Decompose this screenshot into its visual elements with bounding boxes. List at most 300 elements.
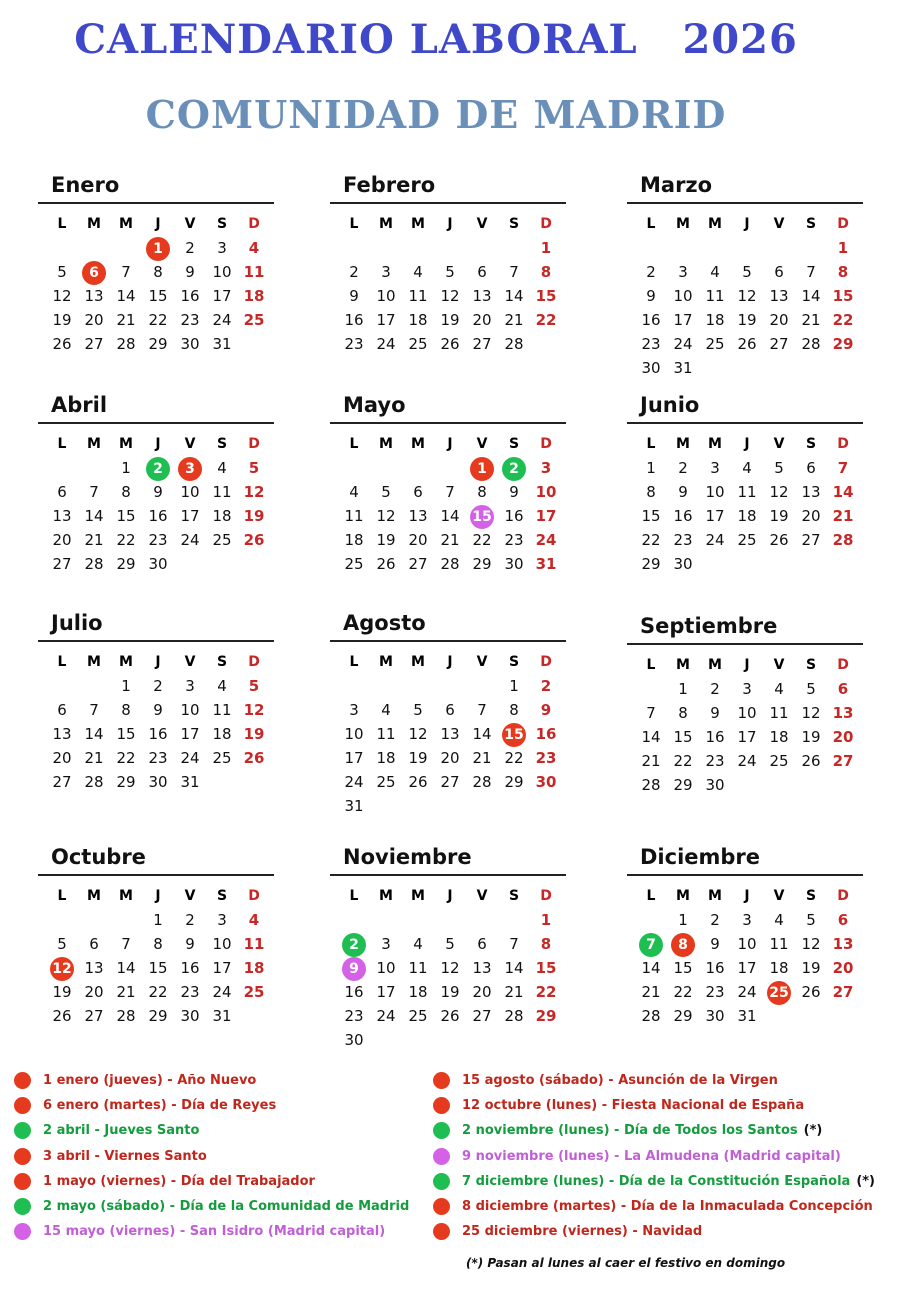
weekday-header: L bbox=[646, 888, 656, 904]
day-cell: 17 bbox=[535, 507, 557, 525]
day-cell: 9 bbox=[185, 935, 195, 953]
legend-text: 1 enero (jueves) - Año Nuevo bbox=[43, 1073, 257, 1089]
day-cell: 16 bbox=[148, 725, 168, 743]
day-cell: 21 bbox=[116, 311, 136, 329]
day-cell: 26 bbox=[243, 531, 265, 549]
day-cell: 9 bbox=[540, 701, 552, 719]
weekday-header: L bbox=[646, 436, 656, 452]
month-divider bbox=[38, 422, 274, 424]
empty-cell bbox=[434, 908, 466, 932]
day-cell: 26 bbox=[376, 555, 396, 573]
weekday-header: M bbox=[411, 654, 425, 670]
month-name: Marzo bbox=[640, 173, 713, 197]
day-grid bbox=[330, 432, 566, 576]
day-grid bbox=[38, 212, 274, 356]
weekday-header: V bbox=[773, 216, 785, 232]
weekday-header: M bbox=[87, 216, 101, 232]
weekday-header: M bbox=[411, 888, 425, 904]
day-cell: 30 bbox=[344, 1031, 364, 1049]
empty-cell bbox=[110, 908, 142, 932]
holiday-marker: 1 bbox=[470, 457, 494, 481]
weekday-header: D bbox=[837, 657, 849, 673]
day-cell: 20 bbox=[801, 507, 821, 525]
day-cell: 25 bbox=[769, 752, 789, 770]
day-cell: 19 bbox=[243, 507, 265, 525]
day-cell: 22 bbox=[535, 311, 557, 329]
weekday-header: S bbox=[508, 654, 520, 670]
weekday-header: M bbox=[379, 216, 393, 232]
day-cell: 24 bbox=[376, 1007, 396, 1025]
month-divider bbox=[38, 874, 274, 876]
empty-cell bbox=[699, 236, 731, 260]
day-cell: 24 bbox=[180, 749, 200, 767]
empty-cell bbox=[402, 456, 434, 480]
day-cell: 6 bbox=[413, 483, 423, 501]
day-cell: 9 bbox=[509, 483, 519, 501]
day-cell: 4 bbox=[742, 459, 752, 477]
legend-text: 3 abril - Viernes Santo bbox=[43, 1148, 207, 1164]
holiday-day bbox=[142, 456, 174, 480]
day-cell: 23 bbox=[673, 531, 693, 549]
holiday-marker: 2 bbox=[342, 933, 366, 957]
holiday-marker: 3 bbox=[178, 457, 202, 481]
day-cell: 10 bbox=[737, 935, 757, 953]
day-cell: 2 bbox=[646, 263, 656, 281]
day-cell: 4 bbox=[248, 239, 260, 257]
holiday-day bbox=[466, 456, 498, 480]
legend-item bbox=[14, 1068, 409, 1093]
legend-footnote-mark: (*) bbox=[803, 1123, 823, 1139]
empty-cell bbox=[466, 908, 498, 932]
day-cell: 12 bbox=[440, 287, 460, 305]
weekday-header: L bbox=[57, 888, 67, 904]
legend-dot-icon bbox=[14, 1072, 31, 1089]
legend-item bbox=[433, 1093, 875, 1118]
month-divider bbox=[330, 202, 566, 204]
day-cell: 17 bbox=[737, 959, 757, 977]
day-cell: 26 bbox=[408, 773, 428, 791]
day-cell: 8 bbox=[153, 935, 163, 953]
day-cell: 12 bbox=[243, 701, 265, 719]
empty-cell bbox=[338, 674, 370, 698]
month-name: Junio bbox=[640, 393, 700, 417]
day-cell: 18 bbox=[705, 311, 725, 329]
weekday-header: M bbox=[87, 654, 101, 670]
day-cell: 27 bbox=[832, 983, 854, 1001]
weekday-header: S bbox=[805, 436, 817, 452]
day-cell: 16 bbox=[641, 311, 661, 329]
month-octubre bbox=[38, 842, 274, 1028]
day-cell: 8 bbox=[837, 263, 849, 281]
day-cell: 24 bbox=[344, 773, 364, 791]
day-cell: 7 bbox=[121, 935, 131, 953]
calendar-subtitle: COMUNIDAD DE MADRID bbox=[145, 92, 727, 137]
day-cell: 26 bbox=[737, 335, 757, 353]
day-cell: 20 bbox=[84, 983, 104, 1001]
empty-cell bbox=[78, 908, 110, 932]
day-cell: 21 bbox=[641, 983, 661, 1001]
day-cell: 23 bbox=[535, 749, 557, 767]
day-cell: 7 bbox=[89, 701, 99, 719]
day-cell: 1 bbox=[837, 239, 849, 257]
day-cell: 1 bbox=[646, 459, 656, 477]
day-cell: 6 bbox=[89, 935, 99, 953]
day-cell: 8 bbox=[121, 483, 131, 501]
day-cell: 14 bbox=[504, 287, 524, 305]
day-cell: 3 bbox=[678, 263, 688, 281]
day-cell: 11 bbox=[769, 935, 789, 953]
day-grid bbox=[627, 884, 863, 1028]
weekday-header: L bbox=[349, 436, 359, 452]
empty-cell bbox=[338, 908, 370, 932]
month-diciembre bbox=[627, 842, 863, 1028]
weekday-header: L bbox=[57, 654, 67, 670]
day-cell: 18 bbox=[769, 959, 789, 977]
day-cell: 31 bbox=[673, 359, 693, 377]
day-cell: 28 bbox=[832, 531, 854, 549]
day-cell: 30 bbox=[705, 1007, 725, 1025]
empty-cell bbox=[763, 236, 795, 260]
weekday-header: M bbox=[708, 436, 722, 452]
weekday-header: J bbox=[155, 436, 161, 452]
day-cell: 27 bbox=[769, 335, 789, 353]
day-cell: 28 bbox=[472, 773, 492, 791]
month-name: Octubre bbox=[51, 845, 146, 869]
holiday-day bbox=[498, 722, 530, 746]
day-cell: 2 bbox=[185, 911, 195, 929]
weekday-header: M bbox=[379, 888, 393, 904]
day-cell: 19 bbox=[737, 311, 757, 329]
day-cell: 9 bbox=[710, 704, 720, 722]
day-cell: 11 bbox=[408, 959, 428, 977]
day-cell: 10 bbox=[376, 287, 396, 305]
day-cell: 24 bbox=[705, 531, 725, 549]
day-cell: 7 bbox=[89, 483, 99, 501]
day-cell: 3 bbox=[710, 459, 720, 477]
weekday-header: V bbox=[476, 436, 488, 452]
empty-cell bbox=[338, 236, 370, 260]
day-cell: 20 bbox=[52, 749, 72, 767]
empty-cell bbox=[635, 908, 667, 932]
weekday-header: M bbox=[411, 216, 425, 232]
day-cell: 5 bbox=[57, 263, 67, 281]
day-cell: 12 bbox=[408, 725, 428, 743]
day-cell: 5 bbox=[381, 483, 391, 501]
day-cell: 1 bbox=[121, 459, 131, 477]
day-cell: 12 bbox=[769, 483, 789, 501]
day-cell: 29 bbox=[116, 773, 136, 791]
day-cell: 11 bbox=[344, 507, 364, 525]
legend-dot-icon bbox=[14, 1223, 31, 1240]
day-cell: 29 bbox=[504, 773, 524, 791]
month-divider bbox=[627, 422, 863, 424]
day-cell: 17 bbox=[737, 728, 757, 746]
day-cell: 19 bbox=[376, 531, 396, 549]
day-cell: 13 bbox=[832, 935, 854, 953]
day-cell: 23 bbox=[344, 1007, 364, 1025]
day-cell: 15 bbox=[673, 728, 693, 746]
month-noviembre bbox=[330, 842, 566, 1052]
day-cell: 24 bbox=[180, 531, 200, 549]
weekday-header: D bbox=[540, 654, 552, 670]
day-cell: 2 bbox=[153, 677, 163, 695]
day-cell: 10 bbox=[180, 483, 200, 501]
weekday-header: V bbox=[773, 657, 785, 673]
weekday-header: M bbox=[119, 216, 133, 232]
day-cell: 24 bbox=[212, 311, 232, 329]
day-cell: 16 bbox=[504, 507, 524, 525]
month-mayo bbox=[330, 390, 566, 576]
day-cell: 9 bbox=[185, 263, 195, 281]
day-cell: 18 bbox=[376, 749, 396, 767]
weekday-header: D bbox=[248, 436, 260, 452]
holiday-day bbox=[635, 932, 667, 956]
day-grid bbox=[38, 432, 274, 576]
day-cell: 23 bbox=[705, 752, 725, 770]
weekday-header: J bbox=[447, 654, 453, 670]
month-name: Febrero bbox=[343, 173, 436, 197]
day-cell: 15 bbox=[116, 507, 136, 525]
day-cell: 23 bbox=[641, 335, 661, 353]
empty-cell bbox=[370, 674, 402, 698]
day-cell: 16 bbox=[673, 507, 693, 525]
day-cell: 24 bbox=[673, 335, 693, 353]
legend-item bbox=[433, 1169, 875, 1194]
day-cell: 20 bbox=[472, 983, 492, 1001]
legend-item bbox=[433, 1144, 875, 1169]
day-cell: 6 bbox=[806, 459, 816, 477]
day-cell: 7 bbox=[837, 459, 849, 477]
day-cell: 25 bbox=[243, 983, 265, 1001]
day-cell: 6 bbox=[477, 935, 487, 953]
day-grid bbox=[38, 884, 274, 1028]
day-cell: 7 bbox=[121, 263, 131, 281]
legend-item bbox=[14, 1093, 409, 1118]
empty-cell bbox=[78, 236, 110, 260]
day-cell: 10 bbox=[212, 935, 232, 953]
day-cell: 5 bbox=[445, 263, 455, 281]
month-enero bbox=[38, 170, 274, 356]
weekday-header: J bbox=[744, 216, 750, 232]
day-cell: 26 bbox=[801, 752, 821, 770]
calendar-title: CALENDARIO LABORAL 2026 bbox=[74, 16, 798, 63]
weekday-header: L bbox=[349, 888, 359, 904]
day-cell: 22 bbox=[673, 983, 693, 1001]
day-cell: 3 bbox=[349, 701, 359, 719]
weekday-header: D bbox=[837, 436, 849, 452]
day-cell: 15 bbox=[535, 959, 557, 977]
day-cell: 4 bbox=[413, 263, 423, 281]
day-cell: 27 bbox=[408, 555, 428, 573]
month-divider bbox=[330, 422, 566, 424]
empty-cell bbox=[370, 908, 402, 932]
day-cell: 5 bbox=[248, 677, 260, 695]
day-cell: 22 bbox=[832, 311, 854, 329]
day-cell: 18 bbox=[408, 311, 428, 329]
empty-cell bbox=[667, 236, 699, 260]
weekday-header: S bbox=[508, 888, 520, 904]
day-cell: 21 bbox=[504, 311, 524, 329]
day-cell: 2 bbox=[349, 263, 359, 281]
day-cell: 9 bbox=[153, 701, 163, 719]
legend-dot-icon bbox=[14, 1122, 31, 1139]
weekday-header: S bbox=[216, 436, 228, 452]
holiday-day bbox=[78, 260, 110, 284]
day-cell: 3 bbox=[742, 911, 752, 929]
legend-dot-icon bbox=[433, 1223, 450, 1240]
legend-text: 25 diciembre (viernes) - Navidad bbox=[462, 1224, 703, 1240]
day-cell: 13 bbox=[408, 507, 428, 525]
day-cell: 21 bbox=[801, 311, 821, 329]
month-name: Diciembre bbox=[640, 845, 761, 869]
day-cell: 25 bbox=[212, 749, 232, 767]
day-cell: 7 bbox=[509, 935, 519, 953]
day-cell: 26 bbox=[52, 1007, 72, 1025]
legend-item bbox=[433, 1118, 875, 1143]
day-cell: 17 bbox=[180, 507, 200, 525]
day-cell: 1 bbox=[678, 680, 688, 698]
weekday-header: S bbox=[508, 216, 520, 232]
day-cell: 5 bbox=[742, 263, 752, 281]
empty-cell bbox=[46, 456, 78, 480]
day-cell: 26 bbox=[440, 1007, 460, 1025]
weekday-header: L bbox=[57, 436, 67, 452]
day-cell: 28 bbox=[84, 773, 104, 791]
day-cell: 11 bbox=[737, 483, 757, 501]
day-cell: 12 bbox=[376, 507, 396, 525]
day-cell: 27 bbox=[52, 773, 72, 791]
day-cell: 31 bbox=[180, 773, 200, 791]
empty-cell bbox=[434, 674, 466, 698]
day-cell: 13 bbox=[84, 287, 104, 305]
day-cell: 28 bbox=[641, 1007, 661, 1025]
month-name: Enero bbox=[51, 173, 120, 197]
holiday-day bbox=[667, 932, 699, 956]
day-cell: 28 bbox=[641, 776, 661, 794]
day-cell: 14 bbox=[832, 483, 854, 501]
day-cell: 6 bbox=[837, 680, 849, 698]
day-cell: 24 bbox=[376, 335, 396, 353]
day-cell: 19 bbox=[769, 507, 789, 525]
weekday-header: M bbox=[708, 888, 722, 904]
day-cell: 2 bbox=[540, 677, 552, 695]
day-cell: 16 bbox=[180, 287, 200, 305]
day-cell: 16 bbox=[148, 507, 168, 525]
day-cell: 2 bbox=[710, 911, 720, 929]
holiday-marker: 15 bbox=[502, 723, 526, 747]
weekday-header: V bbox=[184, 436, 196, 452]
holiday-legend-right bbox=[433, 1068, 875, 1244]
day-cell: 22 bbox=[116, 749, 136, 767]
day-cell: 14 bbox=[504, 959, 524, 977]
day-cell: 11 bbox=[408, 287, 428, 305]
day-cell: 19 bbox=[440, 983, 460, 1001]
day-cell: 19 bbox=[52, 983, 72, 1001]
day-cell: 7 bbox=[646, 704, 656, 722]
holiday-marker: 25 bbox=[767, 981, 791, 1005]
day-cell: 29 bbox=[673, 1007, 693, 1025]
day-cell: 13 bbox=[801, 483, 821, 501]
weekday-header: J bbox=[155, 216, 161, 232]
day-cell: 1 bbox=[540, 239, 552, 257]
day-cell: 27 bbox=[84, 1007, 104, 1025]
day-cell: 15 bbox=[116, 725, 136, 743]
day-cell: 15 bbox=[148, 959, 168, 977]
weekday-header: D bbox=[540, 436, 552, 452]
weekday-header: M bbox=[87, 888, 101, 904]
day-cell: 8 bbox=[153, 263, 163, 281]
weekday-header: J bbox=[744, 657, 750, 673]
day-cell: 18 bbox=[243, 287, 265, 305]
day-cell: 18 bbox=[408, 983, 428, 1001]
empty-cell bbox=[110, 236, 142, 260]
day-grid bbox=[627, 212, 863, 380]
empty-cell bbox=[795, 236, 827, 260]
day-cell: 22 bbox=[673, 752, 693, 770]
weekday-header: M bbox=[708, 657, 722, 673]
day-cell: 5 bbox=[806, 911, 816, 929]
month-divider bbox=[330, 874, 566, 876]
weekday-header: V bbox=[184, 654, 196, 670]
day-cell: 22 bbox=[472, 531, 492, 549]
day-cell: 5 bbox=[57, 935, 67, 953]
day-cell: 29 bbox=[148, 1007, 168, 1025]
legend-item bbox=[433, 1219, 875, 1244]
day-cell: 1 bbox=[121, 677, 131, 695]
day-cell: 26 bbox=[52, 335, 72, 353]
month-name: Abril bbox=[51, 393, 108, 417]
day-cell: 3 bbox=[217, 239, 227, 257]
footnote: (*) Pasan al lunes al caer el festivo en domingo bbox=[466, 1256, 786, 1270]
day-cell: 1 bbox=[153, 911, 163, 929]
weekday-header: V bbox=[476, 216, 488, 232]
day-grid bbox=[330, 212, 566, 356]
day-cell: 8 bbox=[540, 935, 552, 953]
month-divider bbox=[627, 874, 863, 876]
day-cell: 5 bbox=[413, 701, 423, 719]
day-cell: 14 bbox=[641, 728, 661, 746]
day-cell: 20 bbox=[408, 531, 428, 549]
day-cell: 27 bbox=[801, 531, 821, 549]
holiday-marker: 6 bbox=[82, 261, 106, 285]
holiday-marker: 2 bbox=[146, 457, 170, 481]
day-cell: 29 bbox=[472, 555, 492, 573]
day-cell: 11 bbox=[243, 263, 265, 281]
day-cell: 28 bbox=[440, 555, 460, 573]
day-cell: 3 bbox=[381, 935, 391, 953]
day-cell: 23 bbox=[180, 983, 200, 1001]
day-cell: 4 bbox=[217, 677, 227, 695]
day-cell: 21 bbox=[472, 749, 492, 767]
day-cell: 20 bbox=[832, 728, 854, 746]
day-cell: 18 bbox=[769, 728, 789, 746]
day-cell: 29 bbox=[535, 1007, 557, 1025]
day-cell: 23 bbox=[504, 531, 524, 549]
holiday-day bbox=[338, 956, 370, 980]
holiday-day bbox=[466, 504, 498, 528]
day-cell: 26 bbox=[801, 983, 821, 1001]
weekday-header: V bbox=[773, 888, 785, 904]
holiday-marker: 15 bbox=[470, 505, 494, 529]
day-cell: 25 bbox=[243, 311, 265, 329]
day-cell: 20 bbox=[832, 959, 854, 977]
day-cell: 22 bbox=[641, 531, 661, 549]
day-cell: 16 bbox=[535, 725, 557, 743]
day-cell: 14 bbox=[84, 507, 104, 525]
day-grid bbox=[627, 432, 863, 576]
weekday-header: M bbox=[379, 436, 393, 452]
empty-cell bbox=[434, 236, 466, 260]
